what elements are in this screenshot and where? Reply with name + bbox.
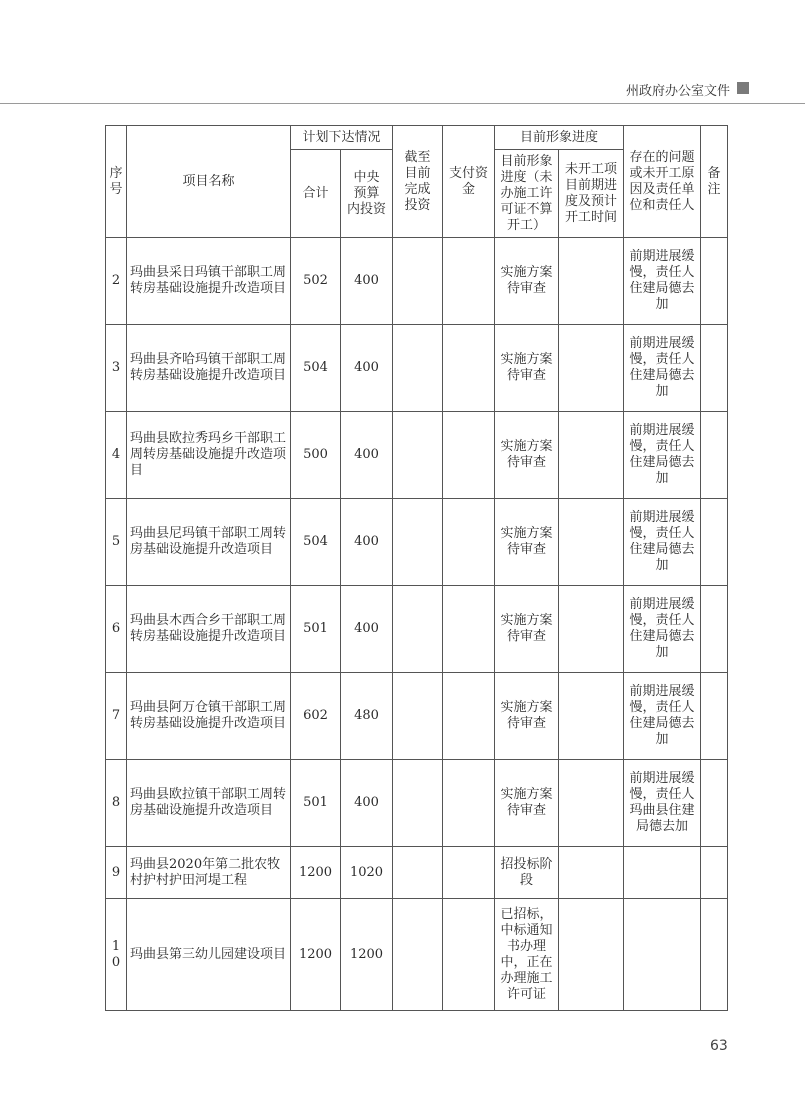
cell-paid [443,673,495,760]
cell-project-name: 玛曲县2020年第二批农牧村护村护田河堤工程 [127,847,291,899]
page-number: 63 [710,1038,728,1054]
header-central-budget: 中央 预算 内投资 [341,150,393,238]
cell-not-started [559,325,624,412]
cell-completed [393,847,443,899]
cell-not-started [559,760,624,847]
cell-completed [393,238,443,325]
table-row [106,325,728,412]
table-row [106,586,728,673]
cell-issues: 前期进展缓慢，责任人住建局德去加 [624,586,701,673]
cell-not-started [559,412,624,499]
cell-progress: 实施方案待审查 [495,499,559,586]
cell-project-name: 玛曲县采日玛镇干部职工周转房基础设施提升改造项目 [127,238,291,325]
cell-remarks [701,238,728,325]
cell-seq: 9 [106,847,127,899]
header-plan-group: 计划下达情况 [291,126,393,150]
cell-progress: 实施方案待审查 [495,586,559,673]
cell-central: 400 [341,238,393,325]
cell-central: 1020 [341,847,393,899]
project-progress-table [105,125,728,1011]
cell-issues: 前期进展缓慢，责任人住建局德去加 [624,238,701,325]
cell-issues: 前期进展缓慢，责任人住建局德去加 [624,673,701,760]
cell-completed [393,412,443,499]
cell-progress: 实施方案待审查 [495,325,559,412]
cell-not-started [559,673,624,760]
cell-project-name: 玛曲县欧拉镇干部职工周转房基础设施提升改造项目 [127,760,291,847]
cell-seq: 5 [106,499,127,586]
cell-central: 400 [341,499,393,586]
cell-progress: 招投标阶段 [495,847,559,899]
cell-seq: 4 [106,412,127,499]
cell-issues: 前期进展缓慢，责任人住建局德去加 [624,325,701,412]
cell-issues: 前期进展缓慢，责任人玛曲县住建局德去加 [624,760,701,847]
cell-central: 400 [341,586,393,673]
cell-total: 500 [291,412,341,499]
cell-total: 501 [291,586,341,673]
cell-project-name: 玛曲县第三幼儿园建设项目 [127,899,291,1011]
cell-paid [443,499,495,586]
header-completed-investment: 截至 目前 完成 投资 [393,126,443,238]
cell-central: 480 [341,673,393,760]
header-project-name: 项目名称 [127,126,291,238]
cell-central: 400 [341,760,393,847]
header-divider [0,103,805,104]
cell-paid [443,899,495,1011]
table-row [106,673,728,760]
cell-project-name: 玛曲县阿万仓镇干部职工周转房基础设施提升改造项目 [127,673,291,760]
cell-project-name: 玛曲县欧拉秀玛乡干部职工周转房基础设施提升改造项目 [127,412,291,499]
table-row [106,760,728,847]
cell-total: 502 [291,238,341,325]
cell-paid [443,847,495,899]
cell-project-name: 玛曲县齐哈玛镇干部职工周转房基础设施提升改造项目 [127,325,291,412]
cell-completed [393,586,443,673]
cell-remarks [701,847,728,899]
cell-not-started [559,238,624,325]
table-row [106,412,728,499]
header-paid-funds: 支付资 金 [443,126,495,238]
cell-progress: 已招标，中标通知书办理中，正在办理施工许可证 [495,899,559,1011]
cell-seq: 3 [106,325,127,412]
header-square-marker [737,82,749,94]
header-total: 合计 [291,150,341,238]
cell-progress: 实施方案待审查 [495,412,559,499]
cell-seq: 2 [106,238,127,325]
header-issues: 存在的问题 或未开工原 因及责任单 位和责任人 [624,126,701,238]
cell-issues [624,899,701,1011]
cell-issues: 前期进展缓慢，责任人住建局德去加 [624,412,701,499]
cell-total: 1200 [291,899,341,1011]
header-remarks: 备 注 [701,126,728,238]
cell-not-started [559,899,624,1011]
cell-paid [443,412,495,499]
cell-seq: 7 [106,673,127,760]
table-row [106,238,728,325]
cell-completed [393,499,443,586]
cell-completed [393,325,443,412]
cell-total: 504 [291,499,341,586]
cell-progress: 实施方案待审查 [495,238,559,325]
header-not-started-progress: 未开工项 目前期进 度及预计 开工时间 [559,150,624,238]
cell-total: 602 [291,673,341,760]
cell-paid [443,325,495,412]
cell-seq: 8 [106,760,127,847]
cell-progress: 实施方案待审查 [495,760,559,847]
cell-seq: 6 [106,586,127,673]
cell-issues [624,847,701,899]
cell-issues: 前期进展缓慢，责任人住建局德去加 [624,499,701,586]
table-row [106,899,728,1011]
table-row [106,499,728,586]
cell-remarks [701,673,728,760]
cell-project-name: 玛曲县木西合乡干部职工周转房基础设施提升改造项目 [127,586,291,673]
cell-central: 400 [341,412,393,499]
cell-paid [443,586,495,673]
header-current-progress: 目前形象 进度（未 办施工许 可证不算 开工） [495,150,559,238]
cell-paid [443,760,495,847]
cell-remarks [701,760,728,847]
cell-project-name: 玛曲县尼玛镇干部职工周转房基础设施提升改造项目 [127,499,291,586]
cell-remarks [701,899,728,1011]
cell-remarks [701,586,728,673]
cell-remarks [701,325,728,412]
cell-not-started [559,586,624,673]
cell-completed [393,760,443,847]
header-seq: 序 号 [106,126,127,238]
header-progress-group: 目前形象进度 [495,126,624,150]
cell-remarks [701,412,728,499]
cell-central: 1200 [341,899,393,1011]
cell-remarks [701,499,728,586]
cell-seq: 10 [106,899,127,1011]
table-row [106,847,728,899]
cell-central: 400 [341,325,393,412]
cell-completed [393,673,443,760]
cell-total: 501 [291,760,341,847]
cell-not-started [559,847,624,899]
cell-total: 504 [291,325,341,412]
cell-progress: 实施方案待审查 [495,673,559,760]
cell-not-started [559,499,624,586]
cell-total: 1200 [291,847,341,899]
cell-paid [443,238,495,325]
cell-completed [393,899,443,1011]
document-header-title: 州政府办公室文件 [625,84,730,99]
